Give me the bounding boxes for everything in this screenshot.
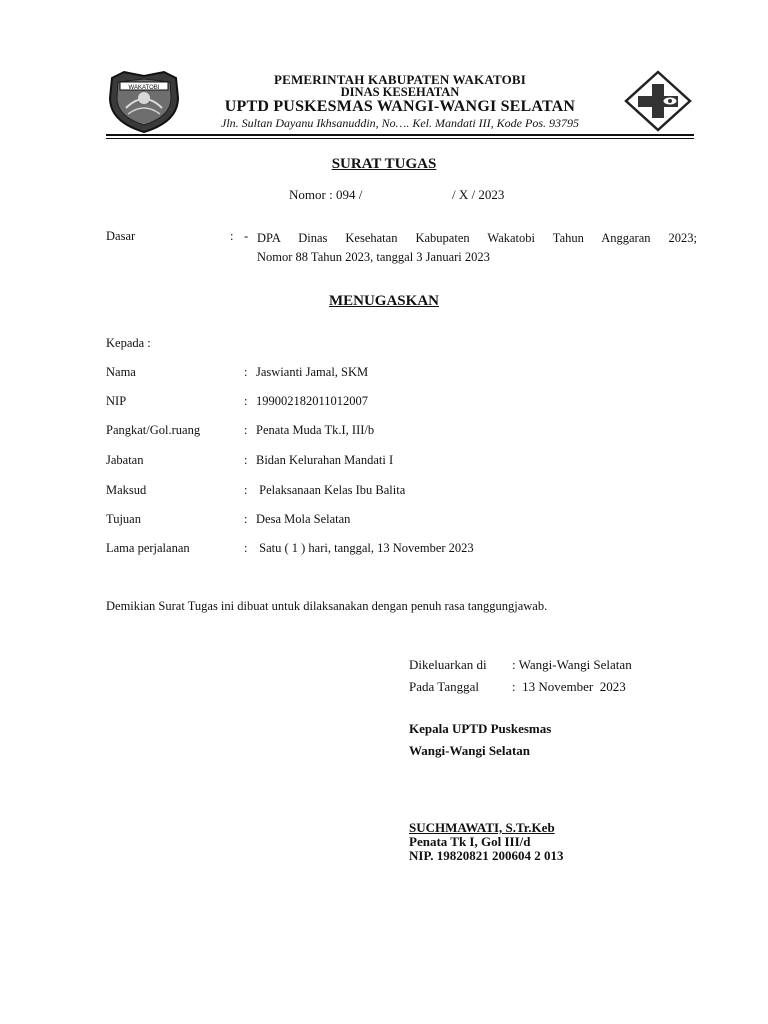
field-value: Penata Muda Tk.I, III/b — [256, 423, 375, 437]
signer-position-line-2: Wangi-Wangi Selatan — [409, 743, 530, 758]
signer-nip: NIP. 19820821 200604 2 013 — [409, 848, 564, 863]
crest-banner-text: WAKATOBI — [128, 85, 160, 91]
field-value: Bidan Kelurahan Mandati I — [256, 453, 394, 467]
field-colon: : — [244, 512, 248, 526]
field-label: Nama — [106, 365, 136, 379]
field-value: 199002182011012007 — [256, 394, 369, 408]
document-number-suffix: / X / 2023 — [452, 187, 505, 202]
issued-label: Dikeluarkan di — [409, 657, 487, 672]
letterhead-institution: UPTD PUSKESMAS WANGI-WANGI SELATAN — [224, 98, 576, 115]
dasar-line-1: DPA Dinas Kesehatan Kabupaten Wakatobi Tahun Anggaran 2023; — [257, 231, 697, 245]
field-label: Jabatan — [106, 453, 144, 467]
field-value: Desa Mola Selatan — [256, 512, 351, 526]
menugaskan-heading: MENUGASKAN — [328, 293, 439, 309]
kepada-label: Kepada : — [106, 336, 151, 350]
letterhead-department: DINAS KESEHATAN — [340, 85, 460, 99]
regency-crest-icon — [106, 68, 182, 134]
field-label: NIP — [106, 394, 127, 408]
letterhead-rule-thin — [106, 138, 694, 139]
dasar-label: Dasar — [106, 229, 136, 243]
dasar-text — [257, 229, 697, 267]
field-label: Tujuan — [106, 512, 141, 526]
letterhead-government: PEMERINTAH KABUPATEN WAKATOBI — [273, 72, 527, 87]
field-value: Pelaksanaan Kelas Ibu Balita — [256, 483, 406, 497]
signer-name: SUCHMAWATI, S.Tr.Keb — [409, 820, 555, 835]
date-label: Pada Tanggal — [409, 679, 479, 694]
signer-rank: Penata Tk I, Gol III/d — [409, 834, 531, 849]
document-title: SURAT TUGAS — [331, 156, 437, 172]
field-label: Lama perjalanan — [106, 541, 190, 555]
signer-position-line-1: Kepala UPTD Puskesmas — [409, 721, 552, 736]
field-colon: : — [244, 423, 248, 437]
field-colon: : — [244, 394, 248, 408]
field-value: Jaswianti Jamal, SKM — [256, 365, 369, 379]
dasar-section — [106, 229, 706, 264]
field-colon: : — [244, 365, 248, 379]
puskesmas-cross-icon — [624, 70, 692, 132]
field-colon: : — [244, 541, 248, 555]
letterhead-address: Jln. Sultan Dayanu Ikhsanuddin, No…. Kel. Mandati III, Kode Pos. 93795 — [221, 116, 579, 130]
issued-value: : Wangi-Wangi Selatan — [512, 657, 632, 672]
field-colon: : — [244, 483, 248, 497]
field-label: Pangkat/Gol.ruang — [106, 423, 201, 437]
dasar-dash: - — [244, 229, 249, 243]
date-value: : 13 November 2023 — [512, 679, 626, 694]
document-number-label: Nomor : 094 / — [289, 187, 363, 202]
field-label: Maksud — [106, 483, 147, 497]
dasar-line-2: Nomor 88 Tahun 2023, tanggal 3 Januari 2023 — [257, 250, 490, 264]
field-colon: : — [244, 453, 248, 467]
dasar-colon: : — [230, 229, 234, 243]
field-value: Satu ( 1 ) hari, tanggal, 13 November 2023 — [256, 541, 474, 555]
letterhead-rule — [106, 134, 694, 136]
closing-paragraph: Demikian Surat Tugas ini dibuat untuk dilaksanakan dengan penuh rasa tanggungjawab. — [106, 599, 548, 613]
